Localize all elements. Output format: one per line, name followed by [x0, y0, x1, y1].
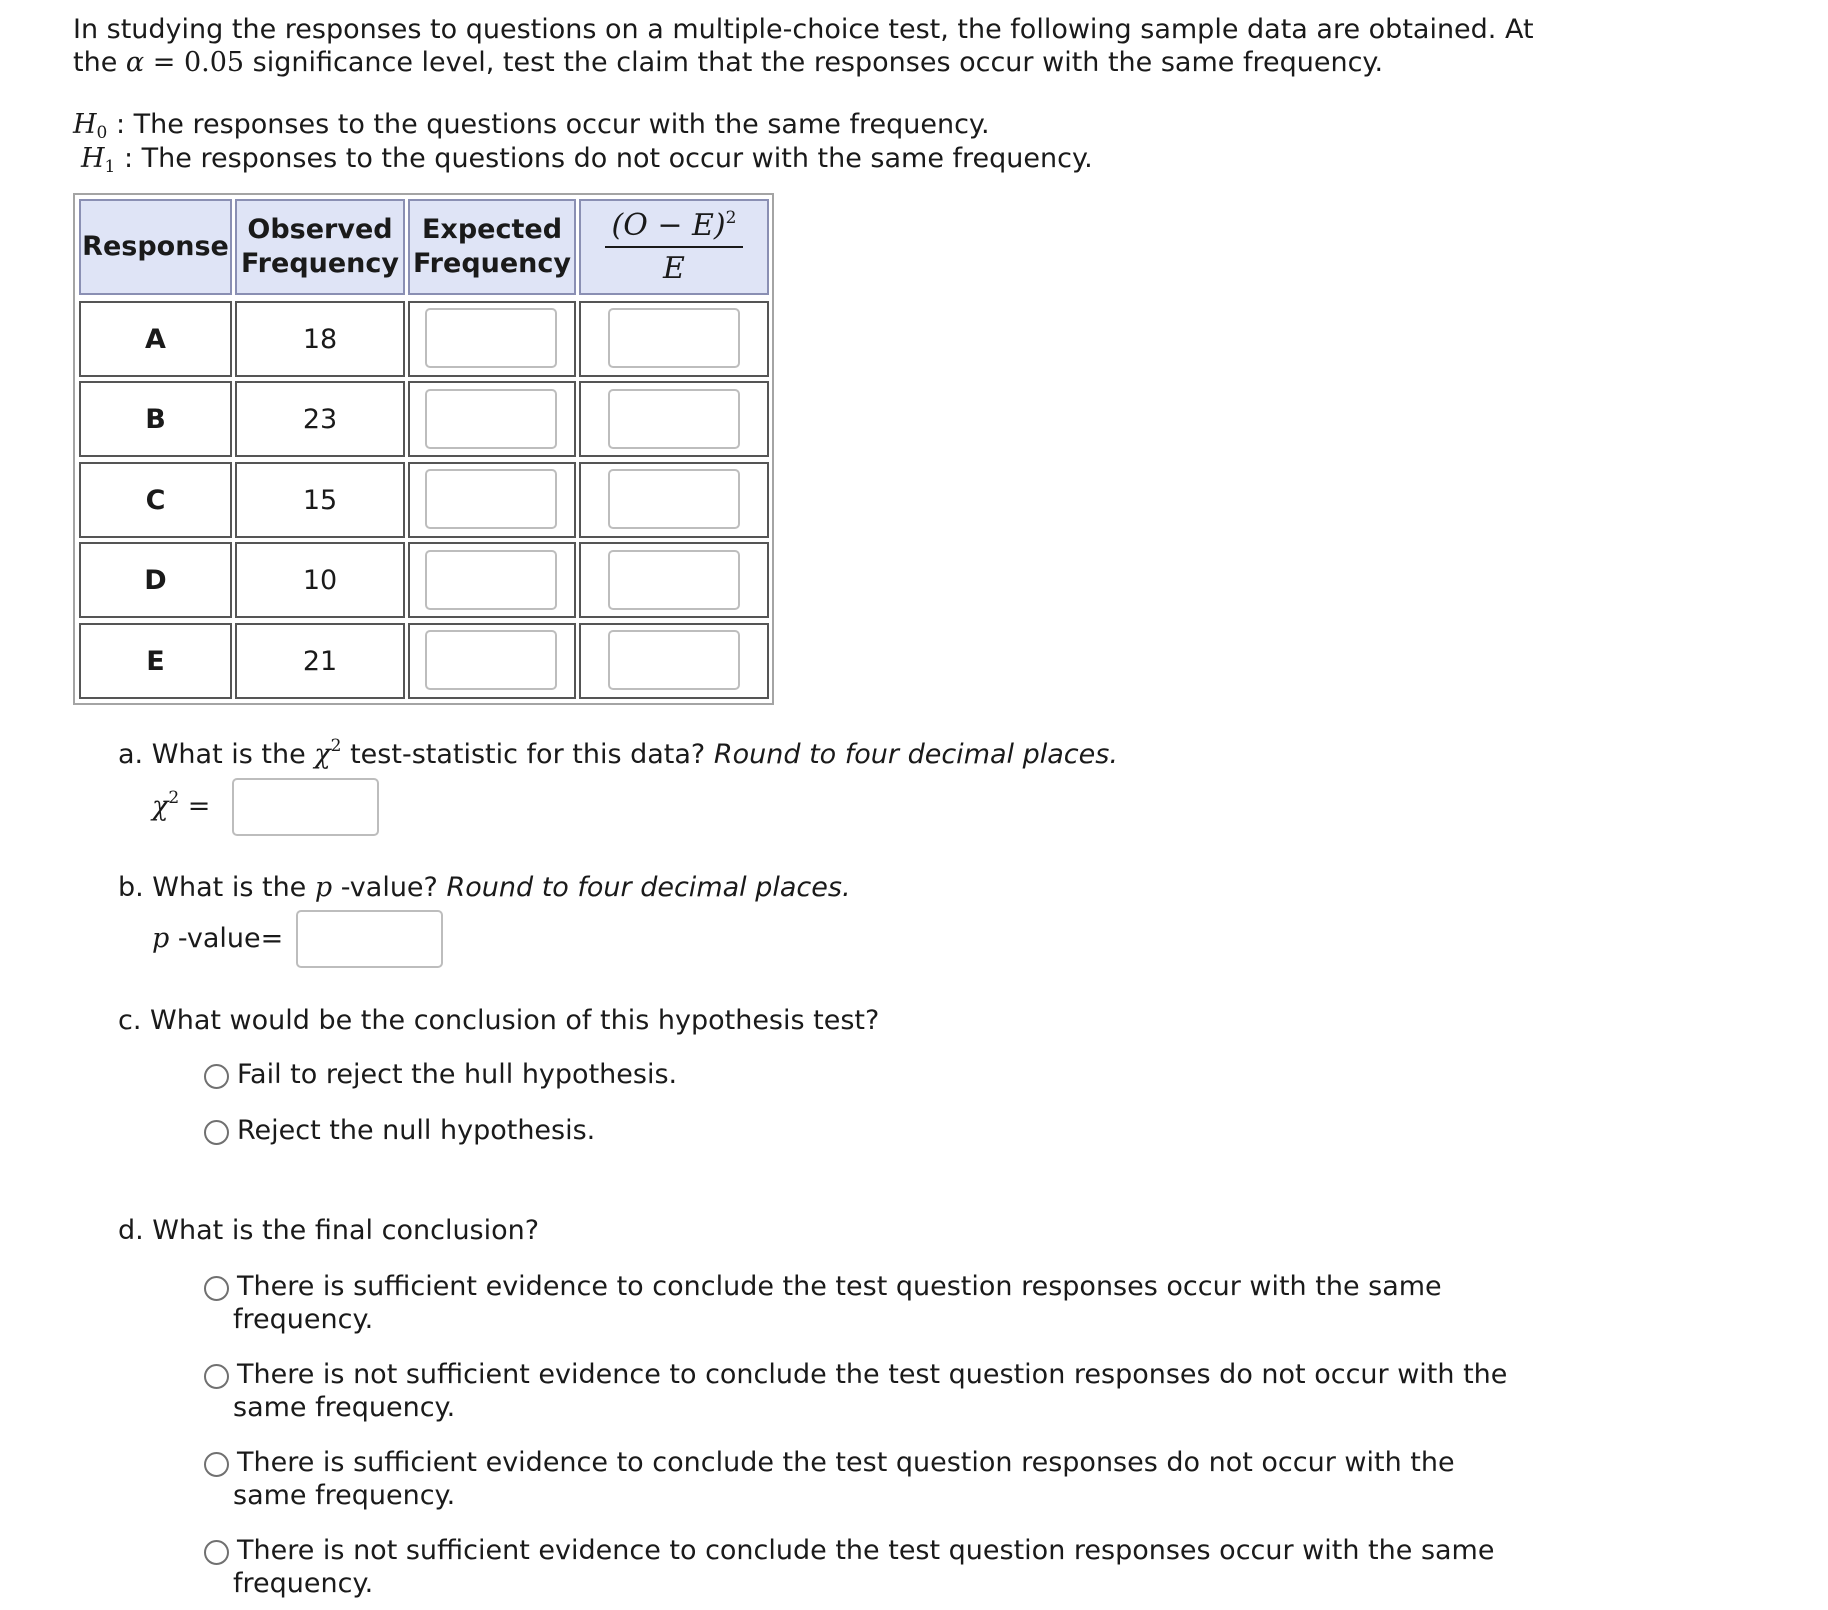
h0-subscript: 0	[96, 123, 108, 143]
chi-exponent: 2	[330, 736, 342, 756]
alternative-hypothesis	[81, 142, 1093, 184]
header-expected-line1: Expected	[421, 214, 563, 245]
p-label-suffix: -value=	[177, 923, 284, 954]
fraction-bar	[605, 246, 743, 248]
row-d-observed-value: 10	[302, 564, 338, 596]
row-a-response	[79, 301, 232, 377]
part-d-option-2[interactable]	[237, 1358, 1507, 1392]
header-observed-line2: Frequency	[240, 248, 400, 279]
formula-denominator: E	[663, 251, 685, 286]
row-c-formula-input[interactable]	[608, 469, 740, 529]
chi-label-symbol: χ	[152, 791, 169, 822]
part-d-option-1-line1: There is sufficient evidence to conclude the test question responses occur with the same	[237, 1271, 1442, 1302]
h0-symbol: H	[73, 109, 97, 140]
part-c-option-2[interactable]	[237, 1114, 595, 1148]
part-d-option-4[interactable]	[237, 1534, 1494, 1568]
row-d-observed	[235, 542, 405, 618]
intro-text-2: significance level, test the claim that the responses occur with the same frequency.	[252, 47, 1384, 78]
header-observed	[235, 199, 405, 295]
part-d-option-2-radio[interactable]	[204, 1364, 229, 1389]
part-d-option-3[interactable]	[237, 1446, 1455, 1480]
part-a-instruction: Round to four decimal places.	[713, 739, 1118, 770]
row-b-response-label: B	[145, 403, 166, 435]
part-d-option-1[interactable]	[237, 1270, 1442, 1304]
part-d-option-1-line2: frequency.	[233, 1304, 374, 1335]
row-e-observed	[235, 623, 405, 699]
part-d-option-4-continued[interactable]	[233, 1567, 373, 1601]
part-d-option-4-line1: There is not sufficient evidence to conclude the test question responses occur with the same	[237, 1535, 1495, 1566]
chi-label-exponent: 2	[168, 788, 180, 808]
header-observed-line1: Observed	[247, 214, 393, 245]
part-c-option-1[interactable]	[237, 1058, 677, 1092]
part-d-option-3-radio[interactable]	[204, 1452, 229, 1477]
part-d-option-3-continued[interactable]	[233, 1479, 455, 1513]
row-b-expected-input[interactable]	[425, 389, 557, 449]
row-e-response	[79, 623, 232, 699]
h1-subscript: 1	[104, 157, 116, 177]
part-a-prefix: a. What is the	[118, 739, 306, 770]
p-symbol: p	[314, 872, 333, 903]
intro-text-1: In studying the responses to questions on a multiple-choice test, the following sample data are obtained. At	[73, 14, 1534, 45]
intro-the: the	[73, 47, 118, 78]
chi-square-label	[152, 790, 210, 824]
row-c-observed-value: 15	[302, 484, 338, 516]
row-a-observed	[235, 301, 405, 377]
p-label-symbol: p	[152, 923, 170, 954]
row-e-observed-value: 21	[302, 645, 338, 677]
part-d-option-2-line1: There is not sufficient evidence to conclude the test question responses do not occur with the	[237, 1359, 1508, 1390]
part-d-option-1-continued[interactable]	[233, 1303, 373, 1337]
row-e-response-label: E	[146, 645, 165, 677]
part-d-option-2-continued[interactable]	[233, 1391, 455, 1425]
h1-symbol: H	[81, 143, 105, 174]
row-a-formula-input[interactable]	[608, 308, 740, 368]
header-formula	[579, 199, 769, 295]
chi-square-input[interactable]	[232, 778, 379, 836]
part-d-option-3-line1: There is sufficient evidence to conclude the test question responses do not occur with the	[237, 1447, 1455, 1478]
row-a-observed-value: 18	[302, 323, 338, 355]
part-d-question	[118, 1214, 539, 1248]
part-d-option-2-line2: same frequency.	[233, 1392, 456, 1423]
part-c-option-2-radio[interactable]	[204, 1120, 229, 1145]
header-expected	[408, 199, 576, 295]
row-a-expected-input[interactable]	[425, 308, 557, 368]
row-c-response	[79, 462, 232, 538]
formula-exponent: 2	[725, 208, 737, 228]
row-c-response-label: C	[145, 484, 166, 516]
intro-line-2	[73, 46, 1383, 80]
chi-label-equals: =	[187, 791, 211, 822]
row-b-observed-value: 23	[302, 403, 338, 435]
row-d-response-label: D	[144, 564, 167, 596]
part-c-option-1-label: Fail to reject the hull hypothesis.	[237, 1059, 678, 1090]
formula-numerator: (O − E)	[611, 208, 726, 243]
chi-symbol: χ	[314, 739, 331, 770]
alpha-equals: =	[152, 47, 176, 78]
row-d-response	[79, 542, 232, 618]
part-d-option-1-radio[interactable]	[204, 1276, 229, 1301]
alpha-symbol: α	[125, 47, 145, 78]
row-b-observed	[235, 381, 405, 457]
part-c-question-text: c. What would be the conclusion of this hypothesis test?	[118, 1005, 880, 1036]
part-b-instruction: Round to four decimal places.	[446, 872, 851, 903]
part-c-question	[118, 1004, 879, 1038]
h0-text: : The responses to the questions occur with the same frequency.	[115, 109, 990, 140]
header-expected-line2: Frequency	[412, 248, 572, 279]
part-a-question	[118, 738, 1118, 772]
part-d-question-text: d. What is the final conclusion?	[118, 1215, 540, 1246]
row-d-expected-input[interactable]	[425, 550, 557, 610]
header-response	[79, 199, 232, 295]
part-a-suffix: test-statistic for this data?	[350, 739, 706, 770]
part-d-option-3-line2: same frequency.	[233, 1480, 456, 1511]
part-b-prefix: b. What is the	[118, 872, 307, 903]
frequency-table	[73, 193, 774, 705]
part-c-option-2-label: Reject the null hypothesis.	[237, 1115, 596, 1146]
row-e-expected-input[interactable]	[425, 630, 557, 690]
row-b-response	[79, 381, 232, 457]
alpha-value: 0.05	[183, 47, 245, 78]
row-e-formula-input[interactable]	[608, 630, 740, 690]
intro-line-1	[73, 13, 1534, 47]
row-c-observed	[235, 462, 405, 538]
header-response-label: Response	[82, 231, 229, 262]
part-c-option-1-radio[interactable]	[204, 1064, 229, 1089]
part-d-option-4-line2: frequency.	[233, 1568, 374, 1599]
p-value-label	[152, 922, 283, 956]
h1-text: : The responses to the questions do not occur with the same frequency.	[123, 143, 1093, 174]
row-d-formula-input[interactable]	[608, 550, 740, 610]
part-b-question	[118, 871, 851, 905]
part-d-option-4-radio[interactable]	[204, 1540, 229, 1565]
chi-square-component-formula	[605, 208, 743, 286]
row-c-expected-input[interactable]	[425, 469, 557, 529]
row-b-formula-input[interactable]	[608, 389, 740, 449]
row-a-response-label: A	[145, 323, 166, 355]
part-b-suffix: -value?	[340, 872, 438, 903]
p-value-input[interactable]	[296, 910, 443, 968]
